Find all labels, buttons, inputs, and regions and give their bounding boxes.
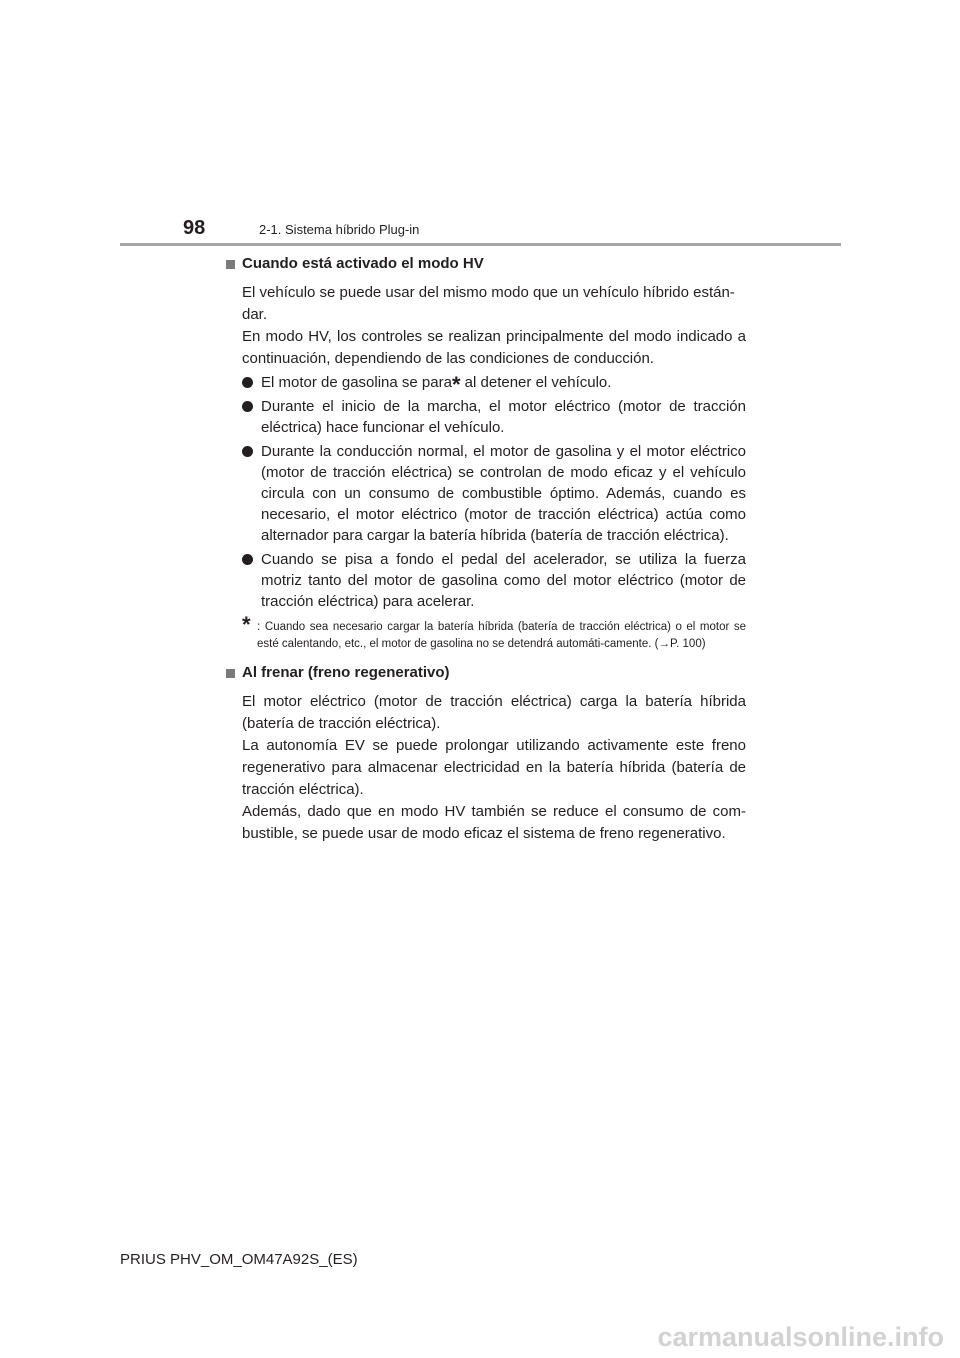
bullet-text: Durante el inicio de la marcha, el motor eléctrico (motor de tracción eléctrica) hace funcionar el vehículo. bbox=[261, 398, 746, 436]
header-divider bbox=[120, 243, 841, 246]
bullet-dot-icon bbox=[242, 377, 253, 388]
footnote-colon: : bbox=[257, 619, 261, 633]
footnote bbox=[242, 612, 746, 653]
bullet-text-end: al detener el vehículo. bbox=[460, 374, 612, 391]
page-content bbox=[226, 254, 746, 845]
heading-hv-mode-text: Cuando está activado el modo HV bbox=[242, 255, 484, 272]
bullet-text: El motor de gasolina se para bbox=[261, 374, 452, 391]
hv-bullet-list bbox=[242, 372, 746, 612]
bullet-text: Cuando se pisa a fondo el pedal del acelerador, se utiliza la fuerza motriz tanto del motor de gasolina como del motor eléctrico (motor de tracción eléctrica) para acelerar. bbox=[261, 551, 746, 610]
footnote-text: Cuando sea necesario cargar la batería híbrida (batería de tracción eléctrica) o el motor se esté calentando, etc., el motor de gasolina no se detendrá automáti-camente. (→P. 100) bbox=[257, 621, 746, 650]
square-bullet-icon bbox=[226, 669, 235, 678]
square-bullet-icon bbox=[226, 260, 235, 269]
heading-hv-mode bbox=[226, 254, 746, 274]
asterisk-mark: * bbox=[451, 372, 461, 397]
section-title: 2-1. Sistema híbrido Plug-in bbox=[259, 222, 420, 237]
page-number: 98 bbox=[183, 217, 206, 239]
heading-regenerative-brake-text: Al frenar (freno regenerativo) bbox=[242, 664, 450, 681]
bullet-text: Durante la conducción normal, el motor de gasolina y el motor eléctrico (motor de tracción eléctrica) se controlan de modo eficaz y el vehículo circula con un consumo de combustible óptimo. Además, cuando es necesario, el motor eléctrico (motor de tracción eléctrica) actúa como alternador para cargar la batería híbrida (batería de tracción eléctrica). bbox=[261, 443, 746, 544]
watermark: carmanualsonline.info bbox=[657, 1322, 944, 1352]
footnote-asterisk: * bbox=[242, 612, 251, 637]
brake-body-paragraph: El motor eléctrico (motor de tracción eléctrica) carga la batería híbrida (batería de tracción eléctrica). La autonomía EV se puede prolongar utilizando activamente este freno regenerativo para almacenar electricidad en la batería híbrida (batería de tracción eléctrica). Además, dado que en modo HV también se reduce el consumo de com-bustible, se puede usar de modo eficaz el sistema de freno regenerativo. bbox=[242, 693, 746, 842]
bullet-dot-icon bbox=[242, 401, 253, 412]
heading-regenerative-brake bbox=[226, 663, 746, 683]
list-item bbox=[242, 441, 746, 546]
hv-intro-paragraph: El vehículo se puede usar del mismo modo que un vehículo híbrido están- dar. En modo HV, los controles se realizan principalmente del modo indicado a continuación, dependiendo de las condiciones de conducción. bbox=[242, 284, 746, 367]
list-item bbox=[242, 396, 746, 438]
list-item bbox=[242, 549, 746, 612]
bullet-dot-icon bbox=[242, 554, 253, 565]
list-item bbox=[242, 372, 746, 397]
document-code: PRIUS PHV_OM_OM47A92S_(ES) bbox=[120, 1251, 358, 1268]
bullet-dot-icon bbox=[242, 446, 253, 457]
